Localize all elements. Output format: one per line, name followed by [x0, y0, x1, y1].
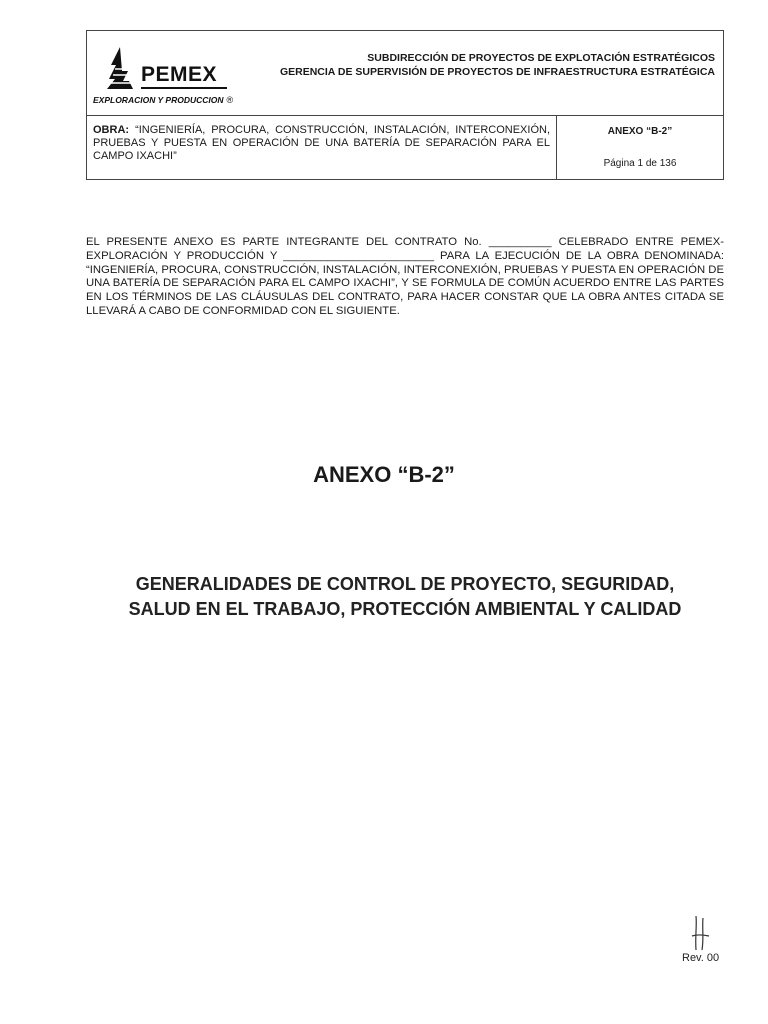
registered-mark: ®: [226, 95, 234, 105]
main-title: ANEXO “B-2”: [313, 462, 455, 487]
anexo-cell: [557, 116, 723, 179]
pemex-eagle-icon: [103, 45, 137, 89]
header-bottom-row: [87, 116, 723, 179]
subtitle-line-2: SALUD EN EL TRABAJO, PROTECCIÓN AMBIENTAL Y CALIDAD: [128, 599, 682, 619]
brand-underline: [141, 87, 227, 89]
revision-label: Rev. 00: [682, 952, 720, 964]
brand-subtitle-text: EXPLORACION Y PRODUCCION: [93, 95, 224, 105]
subdireccion-title: SUBDIRECCIÓN DE PROYECTOS DE EXPLOTACIÓN ESTRATÉGICOS: [367, 52, 715, 64]
header-top-row: [87, 31, 723, 116]
subtitle: [60, 572, 750, 622]
initials-signature: [688, 914, 712, 954]
header-titles: [280, 51, 715, 79]
pemex-logo: [93, 43, 243, 113]
brand-name: PEMEX: [141, 63, 218, 86]
obra-text: “INGENIERÍA, PROCURA, CONSTRUCCIÓN, INSTALACIÓN, INTERCONEXIÓN, PRUEBAS Y PUESTA EN OPERACIÓN DE UNA BATERÍA DE SEPARACIÓN PARA EL CAMPO IXACHI”: [93, 124, 550, 162]
document-header: [86, 30, 724, 180]
subtitle-line-1: GENERALIDADES DE CONTROL DE PROYECTO, SEGURIDAD,: [135, 574, 675, 594]
obra-cell: [87, 116, 557, 179]
page-number: Página 1 de 136: [603, 158, 677, 169]
brand-subtitle: [93, 95, 233, 105]
obra-label: OBRA:: [93, 124, 130, 136]
gerencia-title: GERENCIA DE SUPERVISIÓN DE PROYECTOS DE INFRAESTRUCTURA ESTRATÉGICA: [279, 66, 715, 78]
anexo-tag: ANEXO “B-2”: [607, 126, 673, 137]
intro-paragraph: EL PRESENTE ANEXO ES PARTE INTEGRANTE DEL CONTRATO No. __________ CELEBRADO ENTRE PEMEX-EXPLORACIÓN Y PRODUCCIÓN Y ________________________ PARA LA EJECUCIÓN DE LA OBRA DENOMINADA: “INGENIERÍA, PROCURA, CONSTRUCCIÓN, INSTALACIÓN, INTERCONEXIÓN, PRUEBAS Y PUESTA EN OPERACIÓN DE UNA BATERÍA DE SEPARACIÓN PARA EL CAMPO IXACHI”, Y SE FORMULA DE COMÚN ACUERDO ENTRE LAS PARTES EN LOS TÉRMINOS DE LAS CLÁUSULAS DEL CONTRATO, PARA HACER CONSTAR QUE LA OBRA ANTES CITADA SE LLEVARÁ A CABO DE CONFORMIDAD CON EL SIGUIENTE.: [86, 236, 724, 317]
